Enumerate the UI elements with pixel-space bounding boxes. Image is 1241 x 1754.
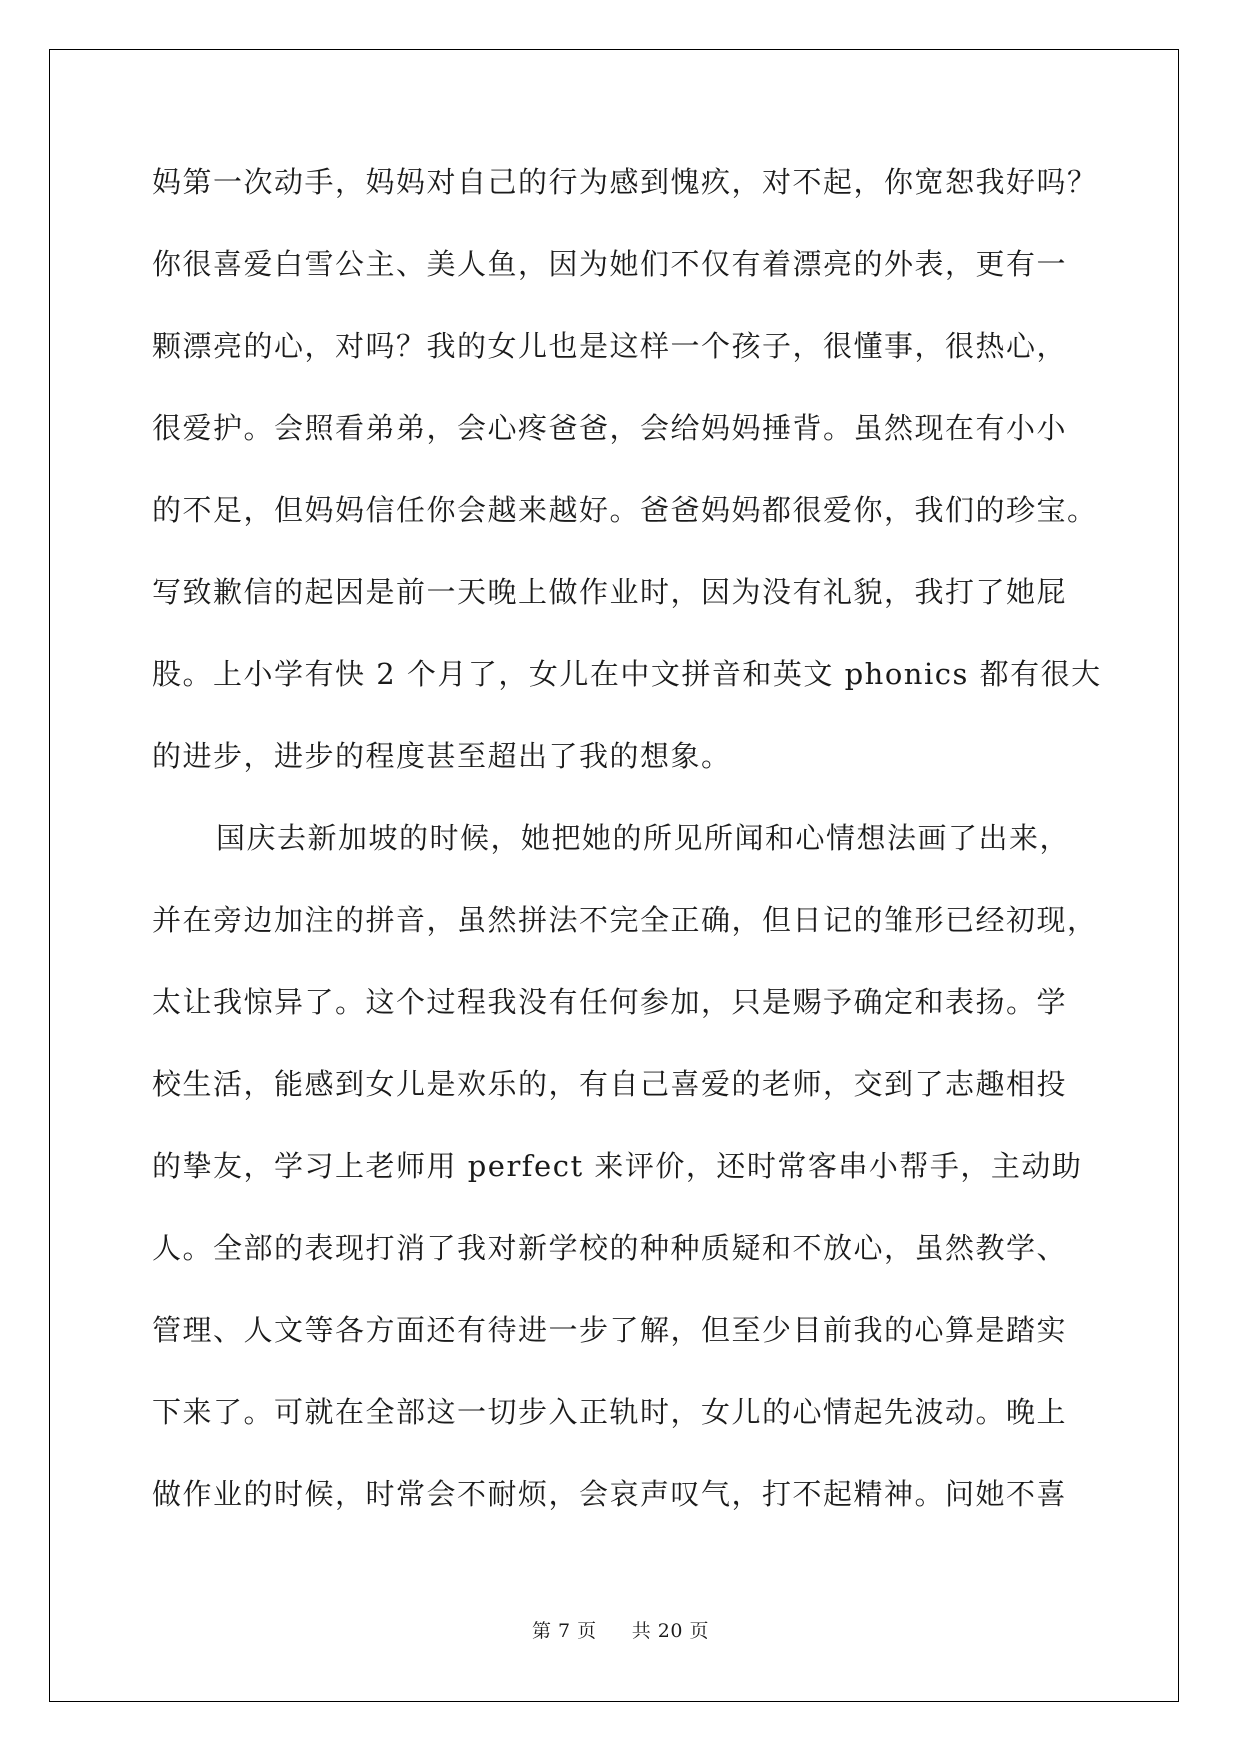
text-line: 的不足，但妈妈信任你会越来越好。爸爸妈妈都很爱你，我们的珍宝。 (152, 493, 1098, 527)
text-line: 颗漂亮的心，对吗？我的女儿也是这样一个孩子，很懂事，很热心， (152, 329, 1068, 363)
document-body (152, 156, 1102, 1550)
page-footer (0, 1616, 1241, 1643)
text-line: 的进步，进步的程度甚至超出了我的想象。 (152, 739, 732, 773)
text-line: 做作业的时候，时常会不耐烦，会哀声叹气，打不起精神。问她不喜 (152, 1477, 1068, 1511)
text-line: 很爱护。会照看弟弟，会心疼爸爸，会给妈妈捶背。虽然现在有小小 (152, 411, 1068, 445)
text-line: 校生活，能感到女儿是欢乐的，有自己喜爱的老师，交到了志趣相投 (152, 1067, 1068, 1101)
paragraph-start-line: 国庆去新加坡的时候，她把她的所见所闻和心情想法画了出来， (216, 821, 1071, 855)
text-line: 妈第一次动手，妈妈对自己的行为感到愧疚，对不起，你宽恕我好吗？ (152, 165, 1098, 199)
page-number: 第 7 页 (531, 1620, 597, 1642)
text-line: 下来了。可就在全部这一切步入正轨时，女儿的心情起先波动。晚上 (152, 1395, 1068, 1429)
page-total: 共 20 页 (631, 1620, 710, 1642)
text-line: 人。全部的表现打消了我对新学校的种种质疑和不放心，虽然教学、 (152, 1231, 1068, 1265)
text-line: 管理、人文等各方面还有待进一步了解，但至少目前我的心算是踏实 (152, 1313, 1068, 1347)
text-line: 股。上小学有快 2 个月了，女儿在中文拼音和英文 phonics 都有很大 (152, 657, 1102, 691)
text-line: 的挚友，学习上老师用 perfect 来评价，还时常客串小帮手，主动助 (152, 1149, 1083, 1183)
text-line: 写致歉信的起因是前一天晚上做作业时，因为没有礼貌，我打了她屁 (152, 575, 1068, 609)
text-line: 你很喜爱白雪公主、美人鱼，因为她们不仅有着漂亮的外表，更有一 (152, 247, 1068, 281)
text-line: 太让我惊异了。这个过程我没有任何参加，只是赐予确定和表扬。学 (152, 985, 1068, 1019)
text-line: 并在旁边加注的拼音，虽然拼法不完全正确，但日记的雏形已经初现， (152, 903, 1098, 937)
